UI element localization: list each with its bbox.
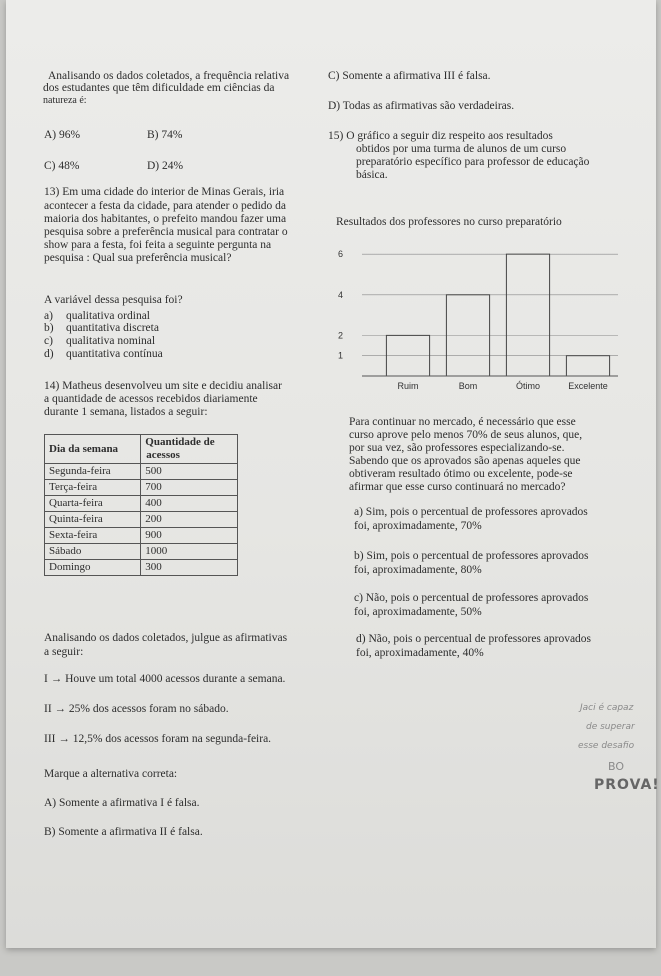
table-row xyxy=(45,528,238,544)
q14-analyze-1: Analisando os dados coletados, julgue as afirmativas xyxy=(44,632,288,644)
prova-stamp: PROVA! xyxy=(594,777,660,793)
q15-option-a-cont: foi, aproximadamente, 70% xyxy=(354,520,482,532)
q14-option-a[interactable]: A) Somente a afirmativa I é falsa. xyxy=(44,797,200,809)
q14-option-d[interactable]: D) Todas as afirmativas são verdadeiras. xyxy=(328,100,515,112)
header-quantity: Quantidade de acessos xyxy=(141,435,238,464)
q13-option-a[interactable]: a) qualitativa ordinal xyxy=(44,310,150,322)
q12-option-b[interactable]: B) 74% xyxy=(147,129,183,141)
x-tick-label: Bom xyxy=(458,381,478,391)
access-table xyxy=(44,434,238,576)
table-header-row xyxy=(45,435,238,464)
q14-option-c[interactable]: C) Somente a afirmativa III é falsa. xyxy=(328,70,491,82)
cell-qty: 700 xyxy=(141,480,238,496)
table-row xyxy=(45,512,238,528)
x-tick-label: Ótimo xyxy=(515,381,541,391)
chart-title: Resultados dos professores no curso preparatório xyxy=(336,216,562,228)
q15-option-a[interactable]: a) Sim, pois o percentual de professores aprovados xyxy=(354,506,588,518)
q15-after-4: Sabendo que os aprovados são apenas aqueles que xyxy=(349,455,581,467)
q14-instruction: Marque a alternativa correta: xyxy=(44,768,178,780)
q14-line1: 14) Matheus desenvolveu um site e decidiu analisar xyxy=(44,380,282,392)
q14-analyze-2: a seguir: xyxy=(44,646,84,658)
q13-option-c[interactable]: c) qualitativa nominal xyxy=(44,335,156,347)
cell-day: Segunda-feira xyxy=(45,464,141,480)
q13-option-b[interactable]: b) quantitativa discreta xyxy=(44,322,159,334)
handwritten-line4: BO xyxy=(608,760,625,773)
handwritten-line3: esse desafio xyxy=(578,741,635,751)
results-bar-chart xyxy=(336,236,626,396)
cell-day: Domingo xyxy=(45,560,141,576)
cell-day: Sábado xyxy=(45,544,141,560)
q12-option-d[interactable]: D) 24% xyxy=(147,160,184,172)
q14-option-b[interactable]: B) Somente a afirmativa II é falsa. xyxy=(44,826,203,838)
q13-line4: pesquisa sobre a preferência musical para contratar o xyxy=(44,226,288,238)
q15-line1: 15) O gráfico a seguir diz respeito aos resultados xyxy=(328,130,553,142)
q15-after-1: Para continuar no mercado, é necessário que esse xyxy=(349,416,576,428)
q14-statement-3: III → 12,5% dos acessos foram na segunda-feira. xyxy=(44,733,272,745)
x-tick-label: Ruim xyxy=(397,381,419,391)
q15-option-d[interactable]: d) Não, pois o percentual de professores aprovados xyxy=(356,633,592,645)
cell-qty: 300 xyxy=(141,560,238,576)
q15-line2: obtidos por uma turma de alunos de um curso xyxy=(356,143,567,155)
y-tick-label: 2 xyxy=(338,330,344,341)
table-row xyxy=(45,464,238,480)
cell-day: Sexta-feira xyxy=(45,528,141,544)
q13-line3: maioria dos habitantes, o prefeito mandou fazer uma xyxy=(44,213,287,225)
q15-after-6: afirmar que esse curso continuará no mercado? xyxy=(349,481,566,493)
table-row xyxy=(45,496,238,512)
x-tick-label: Excelente xyxy=(568,381,608,391)
cell-qty: 500 xyxy=(141,464,238,480)
q13-line1: 13) Em uma cidade do interior de Minas Gerais, iria xyxy=(44,186,285,198)
y-tick-label: 1 xyxy=(338,350,344,361)
q13-line5: show para a festa, foi feita a seguinte pergunta na xyxy=(44,239,272,251)
table-row xyxy=(45,544,238,560)
q14-line3: durante 1 semana, listados a seguir: xyxy=(44,406,208,418)
q15-line3: preparatório específico para professor de educação xyxy=(356,156,590,168)
cell-qty: 200 xyxy=(141,512,238,528)
y-tick-label: 6 xyxy=(338,249,344,260)
table-row xyxy=(45,480,238,496)
q12-stem-line2: dos estudantes que têm dificuldade em ciências da xyxy=(43,82,275,94)
table-row xyxy=(45,560,238,576)
cell-qty: 400 xyxy=(141,496,238,512)
y-tick-label: 4 xyxy=(338,289,344,300)
q15-option-d-cont: foi, aproximadamente, 40% xyxy=(356,647,484,659)
q12-stem-line3: natureza é: xyxy=(43,95,87,106)
q13-question: A variável dessa pesquisa foi? xyxy=(44,294,183,306)
q14-statement-1: I → Houve um total 4000 acessos durante a semana. xyxy=(44,673,286,685)
handwritten-line1: Jaci é capaz xyxy=(580,703,634,713)
q14-line2: a quantidade de acessos recebidos diariamente xyxy=(44,393,258,405)
bar-ótimo xyxy=(506,254,549,376)
q14-statement-2: II → 25% dos acessos foram no sábado. xyxy=(44,703,229,715)
cell-qty: 900 xyxy=(141,528,238,544)
handwritten-line2: de superar xyxy=(586,722,635,732)
cell-day: Terça-feira xyxy=(45,480,141,496)
q12-stem-line1: Analisando os dados coletados, a frequência relativa xyxy=(48,70,290,82)
q15-option-c-cont: foi, aproximadamente, 50% xyxy=(354,606,482,618)
q15-after-2: curso aprove pelo menos 70% de seus alunos, que, xyxy=(349,429,583,441)
q15-option-b[interactable]: b) Sim, pois o percentual de professores aprovados xyxy=(354,550,589,562)
cell-day: Quarta-feira xyxy=(45,496,141,512)
q12-option-c[interactable]: C) 48% xyxy=(44,160,80,172)
q15-after-3: por sua vez, são professores especializando-se. xyxy=(349,442,565,454)
cell-qty: 1000 xyxy=(141,544,238,560)
q15-option-b-cont: foi, aproximadamente, 80% xyxy=(354,564,482,576)
header-day: Dia da semana xyxy=(45,435,141,464)
bar-excelente xyxy=(566,356,609,376)
q13-line6: pesquisa : Qual sua preferência musical? xyxy=(44,252,232,264)
q13-line2: acontecer a festa da cidade, para atender o pedido da xyxy=(44,200,286,212)
q13-option-d[interactable]: d) quantitativa contínua xyxy=(44,348,163,360)
q15-line4: básica. xyxy=(356,169,388,181)
cell-day: Quinta-feira xyxy=(45,512,141,528)
q15-option-c[interactable]: c) Não, pois o percentual de professores aprovados xyxy=(354,592,589,604)
q15-after-5: obtiveram resultado ótimo ou excelente, pode-se xyxy=(349,468,573,480)
q12-option-a[interactable]: A) 96% xyxy=(44,129,81,141)
